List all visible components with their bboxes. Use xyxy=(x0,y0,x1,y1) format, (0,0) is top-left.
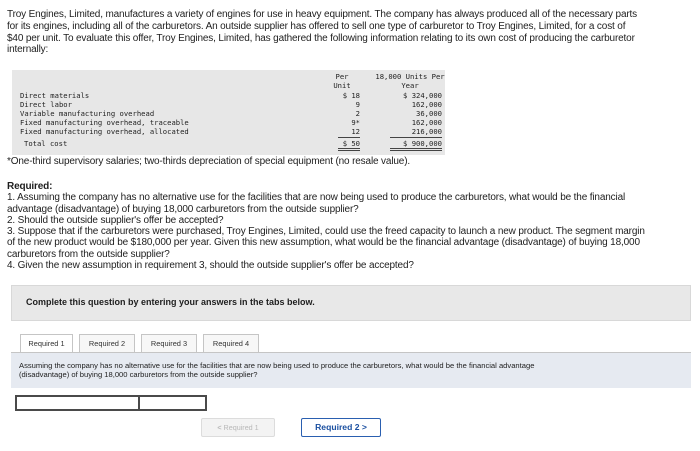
row-per-unit-direct-labor: 9 xyxy=(355,100,360,109)
per-unit-subtotal-rule xyxy=(338,137,360,138)
instruction-text: Complete this question by entering your answers in the tabs below. xyxy=(26,297,315,307)
answer-amount-input[interactable] xyxy=(140,395,207,411)
row-label-fixed-overhead-allocated: Fixed manufacturing overhead, allocated xyxy=(20,127,189,136)
tab-required-4[interactable]: Required 4 xyxy=(203,334,259,352)
row-label-direct-labor: Direct labor xyxy=(20,100,72,109)
table-footnote: *One-third supervisory salaries; two-thirds depreciation of special equipment (no resale value). xyxy=(7,156,411,167)
required-heading: Required: xyxy=(7,181,53,192)
row-per-unit-fixed-overhead-traceable: 9* xyxy=(351,118,360,127)
total-cost-per-unit: $ 50 xyxy=(342,139,360,148)
row-per-unit-direct-materials: $ 18 xyxy=(342,91,360,100)
problem-intro: Troy Engines, Limited, manufactures a variety of engines for use in heavy equipment. The company has always produced all of the necessary parts for its engines, including all of the carburetors. An outside supplier has offered to sell one type of carburetor to Troy Engines, Limited, for a cost of $40 per unit. To evaluate this offer, Troy Engines, Limited, has gathered the following information relating to its own cost of producing the carburetor internally: xyxy=(7,9,638,56)
row-per-unit-fixed-overhead-allocated: 12 xyxy=(351,127,360,136)
tab-required-3[interactable]: Required 3 xyxy=(141,334,197,352)
required-section xyxy=(7,181,647,271)
row-per-year-direct-labor: 162,000 xyxy=(411,100,442,109)
row-per-year-variable-overhead: 36,000 xyxy=(416,109,442,118)
next-button[interactable] xyxy=(301,418,381,437)
required-item-2: 2. Should the outside supplier's offer be accepted? xyxy=(7,214,224,226)
per-year-total-rule-1 xyxy=(390,148,442,149)
instruction-banner xyxy=(11,285,691,321)
next-button-label: Required 2 xyxy=(315,422,360,432)
per-unit-total-rule-2 xyxy=(338,150,360,151)
required-item-1: 1. Assuming the company has no alternative use for the facilities that are now being used to produce the carburetors, what would be the financial advantage (disadvantage) of buying 18,000 carburetors from the outside supplier? xyxy=(7,192,626,215)
per-unit-header-line1: Per xyxy=(335,72,349,81)
row-per-year-fixed-overhead-traceable: 162,000 xyxy=(411,118,442,127)
previous-button[interactable] xyxy=(201,418,275,437)
chevron-right-icon: > xyxy=(361,422,367,432)
tab-required-2[interactable]: Required 2 xyxy=(79,334,135,352)
required-item-4: 4. Given the new assumption in requirement 3, should the outside supplier's offer be accepted? xyxy=(7,260,414,272)
answer-label-field[interactable] xyxy=(15,395,140,411)
row-per-year-direct-materials: $ 324,000 xyxy=(403,91,442,100)
total-cost-per-year: $ 900,000 xyxy=(403,139,442,148)
tab-required-1[interactable]: Required 1 xyxy=(20,334,73,352)
per-year-header-line2: Year xyxy=(401,80,419,90)
per-unit-header-line2: Unit xyxy=(333,80,351,90)
row-label-fixed-overhead-traceable: Fixed manufacturing overhead, traceable xyxy=(20,118,189,127)
required-item-3: 3. Suppose that if the carburetors were purchased, Troy Engines, Limited, could use the freed capacity to launch a new product. The segment margin of the new product would be $180,000 per year. Given this new assumption, what would be the financial advantage (disadvantage) of buying 18,000 carburetors from the outside supplier? xyxy=(7,226,645,260)
question-text: Assuming the company has no alternative use for the facilities that are now being used to produce the carburetors, what would be the financial advantage (disadvantage) of buying 18,000 carburetors from the outside supplier? xyxy=(19,361,535,379)
per-year-header xyxy=(370,73,450,90)
chevron-left-icon: < xyxy=(217,423,222,432)
question-panel xyxy=(11,352,691,388)
row-label-direct-materials: Direct materials xyxy=(20,91,90,100)
per-unit-header xyxy=(330,73,354,90)
previous-button-label: Required 1 xyxy=(223,423,259,432)
per-year-total-rule-2 xyxy=(390,150,442,151)
total-cost-label: Total cost xyxy=(24,139,68,148)
row-per-year-fixed-overhead-allocated: 216,000 xyxy=(411,127,442,136)
per-year-header-line1: 18,000 Units Per xyxy=(375,72,445,81)
row-per-unit-variable-overhead: 2 xyxy=(355,109,360,118)
cost-table xyxy=(12,70,445,155)
per-year-subtotal-rule xyxy=(390,137,442,138)
row-label-variable-overhead: Variable manufacturing overhead xyxy=(20,109,155,118)
per-unit-total-rule-1 xyxy=(338,148,360,149)
